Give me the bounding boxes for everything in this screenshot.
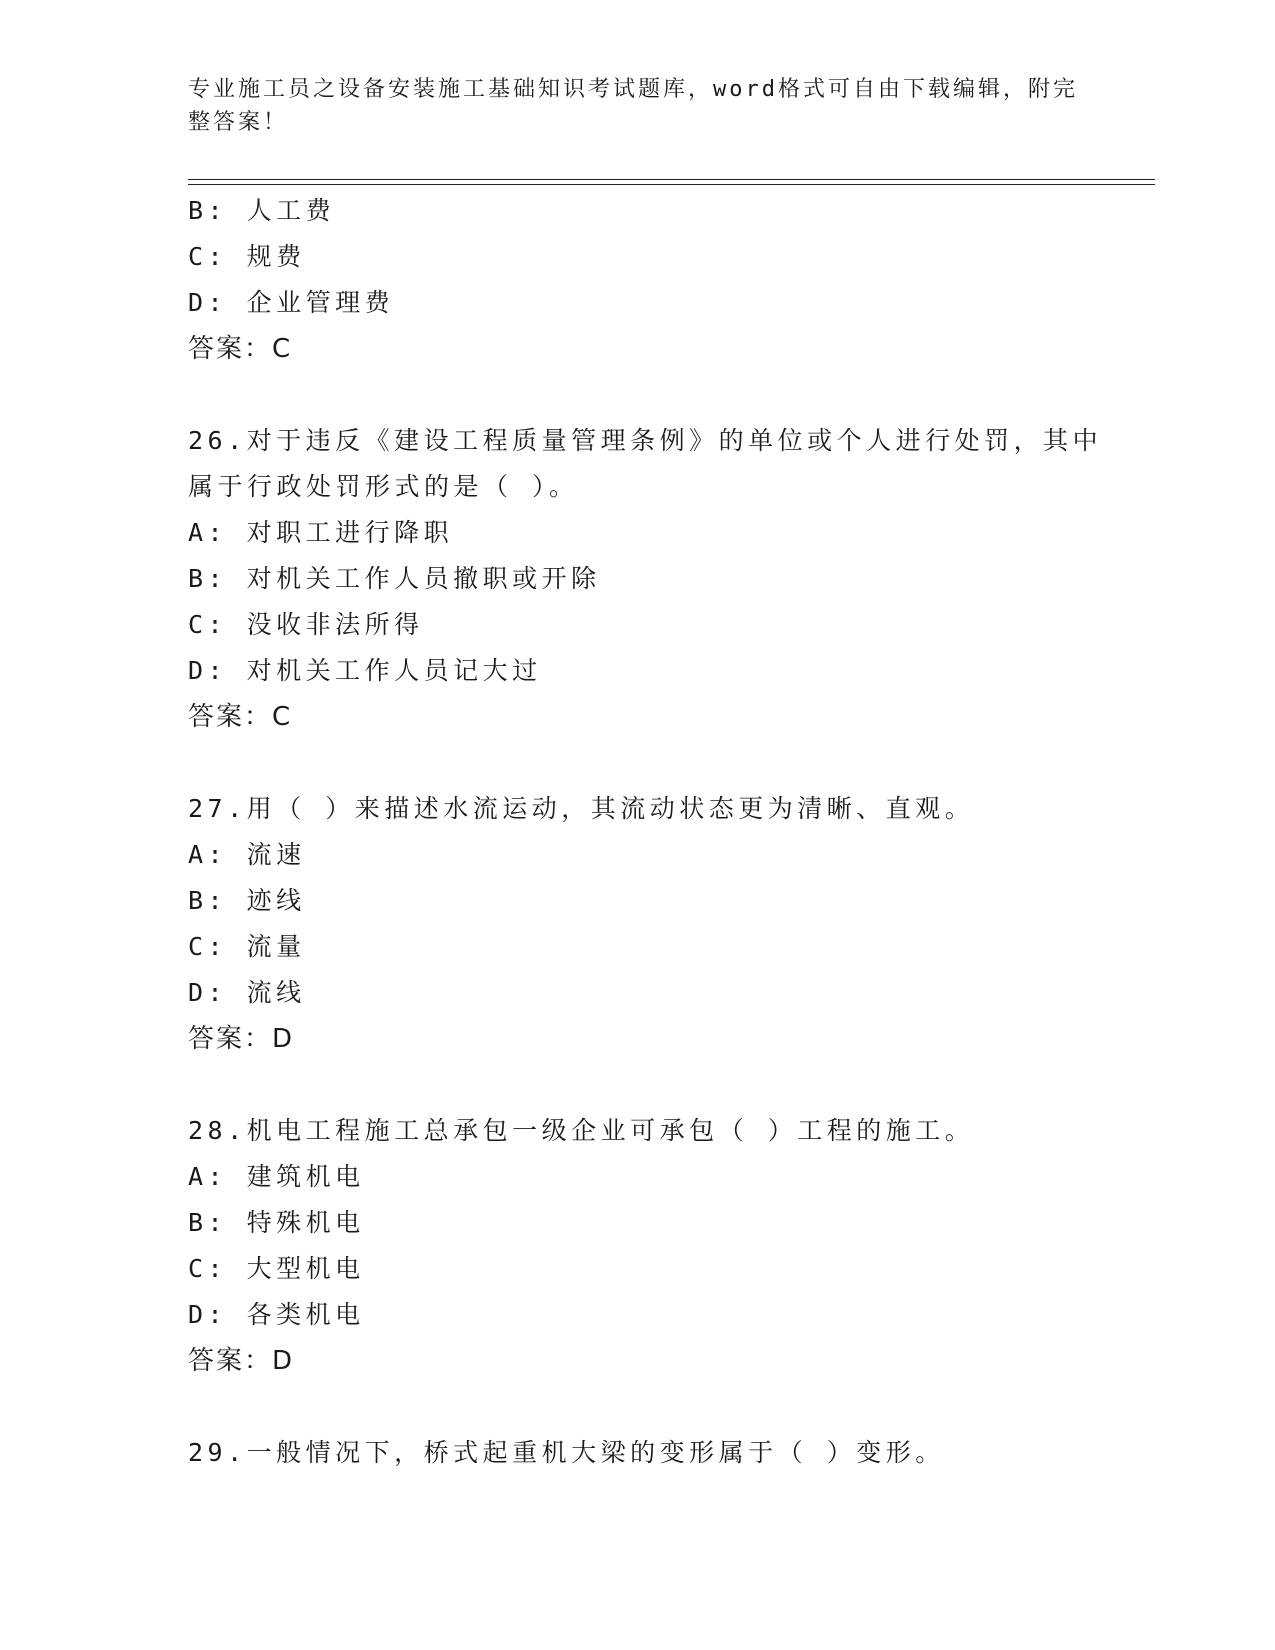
option-a: A: 建筑机电 <box>188 1162 365 1191</box>
option-c: C: 没收非法所得 <box>188 610 424 639</box>
answer: 答案：D <box>188 1346 295 1376</box>
question-27 <box>188 786 1148 1062</box>
header-rule-bottom <box>188 184 1155 185</box>
question-content <box>188 188 1148 1476</box>
option-d: D: 对机关工作人员记大过 <box>188 656 542 685</box>
header-line-2: 整答案！ <box>188 110 289 135</box>
question-29 <box>188 1430 1148 1476</box>
option-d: D: 企业管理费 <box>188 288 395 317</box>
option-d: D: 流线 <box>188 978 306 1007</box>
option-b: B: 对机关工作人员撤职或开除 <box>188 564 601 593</box>
question-26 <box>188 418 1148 740</box>
header-line-1: 专业施工员之设备安装施工基础知识考试题库，word格式可自由下载编辑，附完 <box>188 77 1078 102</box>
option-d: D: 各类机电 <box>188 1300 365 1329</box>
option-c: C: 大型机电 <box>188 1254 365 1283</box>
question-text-line-1: 26.对于违反《建设工程质量管理条例》的单位或个人进行处罚，其中 <box>188 426 1103 455</box>
question-text-line-1: 29.一般情况下，桥式起重机大梁的变形属于（ ）变形。 <box>188 1438 945 1467</box>
option-c: C: 规费 <box>188 242 306 271</box>
option-c: C: 流量 <box>188 932 306 961</box>
answer: 答案：D <box>188 1024 295 1054</box>
question-text-line-1: 27.用（ ）来描述水流运动，其流动状态更为清晰、直观。 <box>188 794 975 823</box>
option-b: B: 迹线 <box>188 886 306 915</box>
question-text-line-1: 28.机电工程施工总承包一级企业可承包（ ）工程的施工。 <box>188 1116 975 1145</box>
document-header <box>188 73 1088 139</box>
header-rule-top <box>188 179 1155 180</box>
option-b: B: 特殊机电 <box>188 1208 365 1237</box>
question-25-continued <box>188 188 1148 372</box>
question-28 <box>188 1108 1148 1384</box>
question-text-line-2: 属于行政处罚形式的是（ ）。 <box>188 472 579 501</box>
option-a: A: 对职工进行降职 <box>188 518 454 547</box>
answer: 答案：C <box>188 334 293 364</box>
answer: 答案：C <box>188 702 293 732</box>
option-a: A: 流速 <box>188 840 306 869</box>
option-b: B: 人工费 <box>188 196 336 225</box>
